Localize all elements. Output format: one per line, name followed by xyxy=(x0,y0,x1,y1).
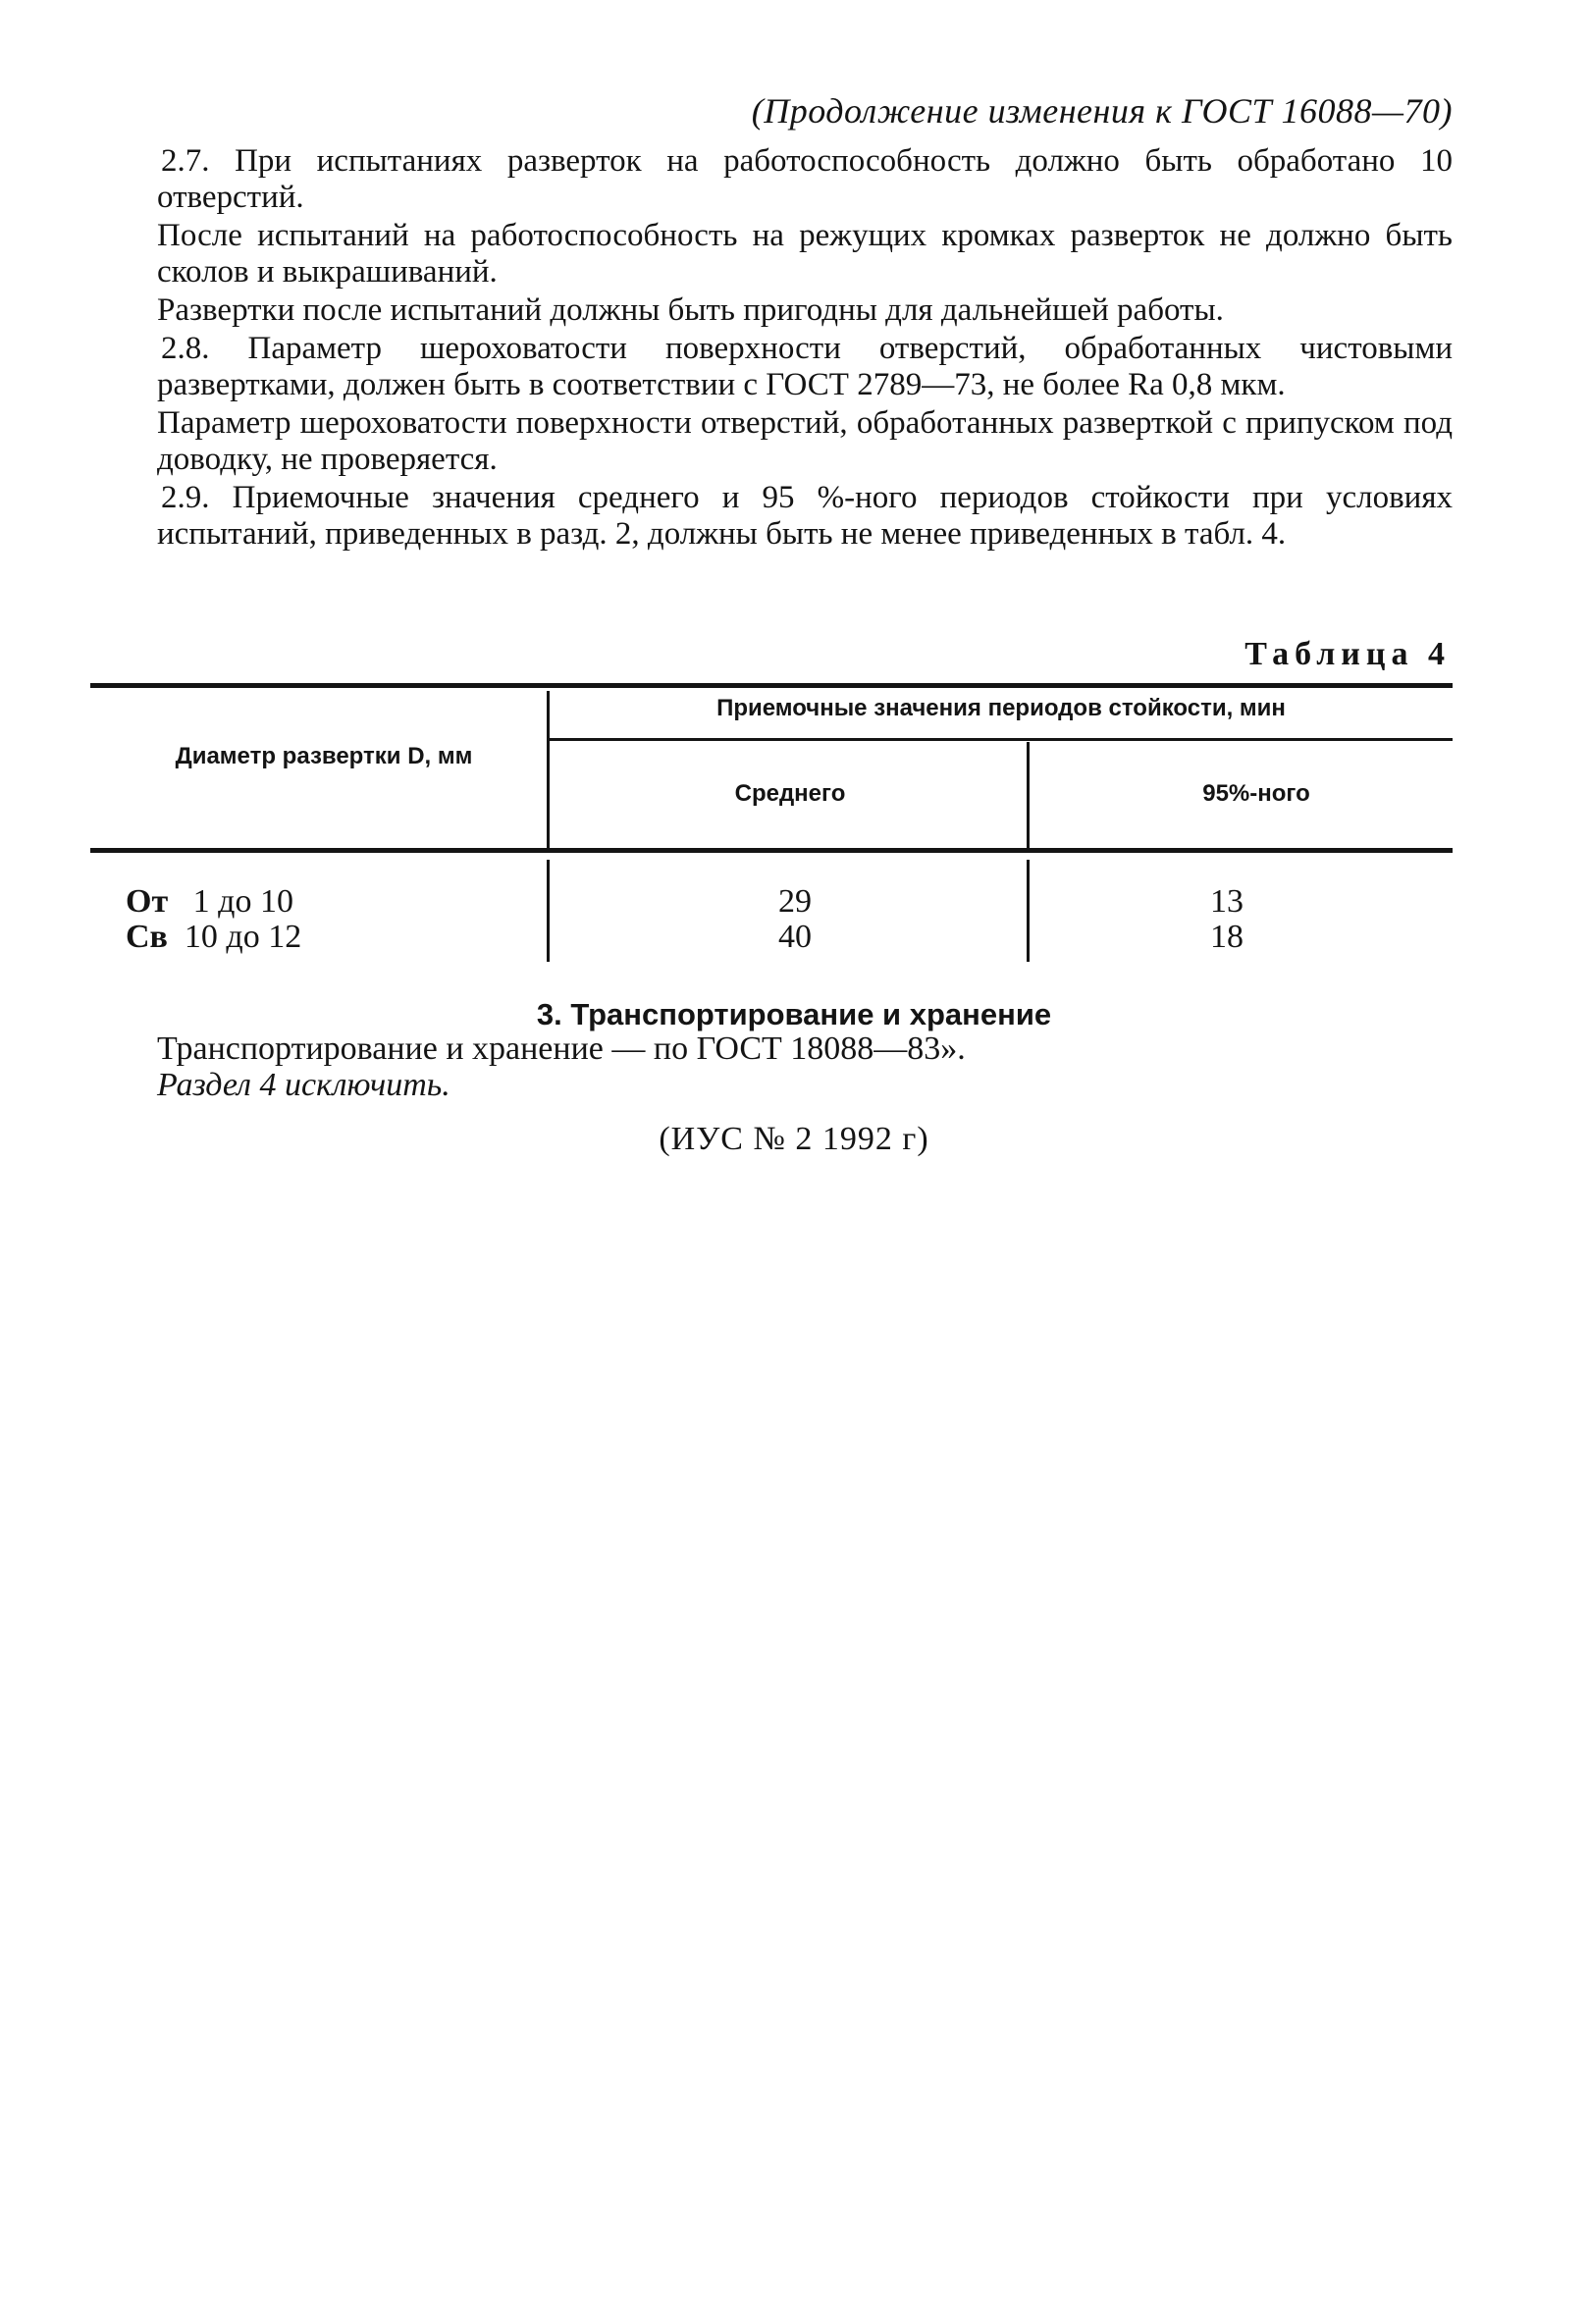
table-header-bottom-rule xyxy=(90,848,1453,853)
table-top-rule xyxy=(90,683,1453,688)
row-mean-value: 40 xyxy=(778,919,812,955)
table-body-vertical-rule-2 xyxy=(1027,860,1030,962)
body-text xyxy=(157,143,1453,553)
paragraph-2-9: 2.9. Приемочные значения среднего и 95 %-ного периодов стойкости при условиях испытаний, приведенных в разд. 2, должны быть не менее приведенных в табл. 4. xyxy=(157,480,1453,552)
row-prefix: От xyxy=(126,883,169,920)
row-mean-value: 29 xyxy=(778,883,812,920)
row-range: 1 до 10 xyxy=(192,883,293,920)
table-vertical-rule-1 xyxy=(547,691,550,848)
source-reference: (ИУС № 2 1992 г) xyxy=(659,1121,929,1157)
table-row xyxy=(126,919,301,956)
row-95-value: 18 xyxy=(1210,919,1244,955)
table-group-rule xyxy=(550,738,1453,741)
row-range: 10 до 12 xyxy=(184,919,302,955)
continuation-note: (Продолжение изменения к ГОСТ 16088—70) xyxy=(751,91,1453,131)
section-4-excluded-note: Раздел 4 исключить. xyxy=(157,1067,450,1103)
table-row xyxy=(126,883,293,921)
table-vertical-rule-2 xyxy=(1027,742,1030,848)
row-95-value: 13 xyxy=(1210,883,1244,920)
table-caption: Таблица 4 xyxy=(1244,636,1451,672)
table-body-vertical-rule-1 xyxy=(547,860,550,962)
paragraph-2-7: 2.7. При испытаниях разверток на работоспособность должно быть обработано 10 отверстий. xyxy=(157,143,1453,215)
paragraph-roughness-finish: Параметр шероховатости поверхности отверстий, обработанных разверткой с припуском под доводку, не проверяется. xyxy=(157,405,1453,477)
section-3-text: Транспортирование и хранение — по ГОСТ 18088—83». xyxy=(157,1030,966,1067)
paragraph-2-8: 2.8. Параметр шероховатости поверхности отверстий, обработанных чистовыми развертками, должен быть в соответствии с ГОСТ 2789—73, не более Ra 0,8 мкм. xyxy=(157,331,1453,402)
header-mean: Среднего xyxy=(734,780,846,807)
section-3-title: 3. Транспортирование и хранение xyxy=(536,997,1052,1031)
header-acceptance-values: Приемочные значения периодов стойкости, мин xyxy=(716,695,1286,721)
header-95: 95%-ного xyxy=(1202,780,1310,807)
paragraph-reamers-fit: Развертки после испытаний должны быть пригодны для дальнейшей работы. xyxy=(157,292,1224,328)
paragraph-after-test: После испытаний на работоспособность на режущих кромках разверток не должно быть сколов и выкрашиваний. xyxy=(157,218,1453,290)
row-prefix: Св xyxy=(126,919,168,955)
header-diameter: Диаметр развертки D, мм xyxy=(175,743,473,769)
